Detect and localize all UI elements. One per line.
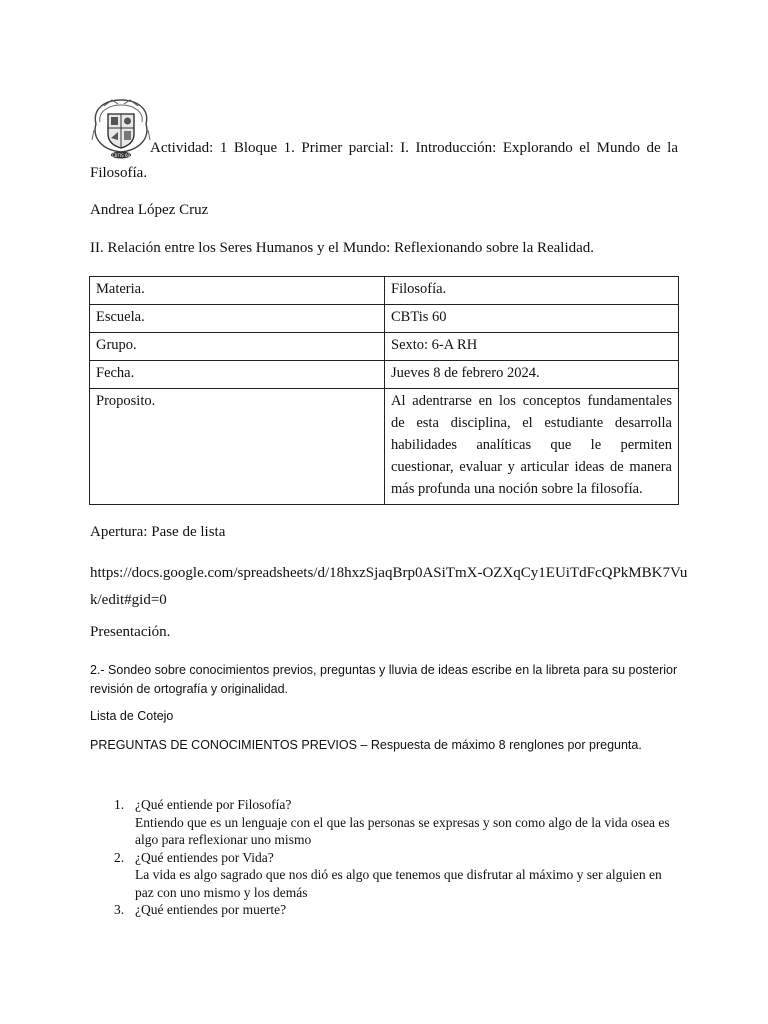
answer-text: La vida es algo sagrado que nos dió es algo que tenemos que disfrutar al máximo y ser alguien en paz con uno mismo y los demás <box>135 867 662 900</box>
attendance-link[interactable]: https://docs.google.com/spreadsheets/d/18hxzSjaqBrp0ASiTmX-OZXqCy1EUiTdFcQPkMBK7Vuk/edit#gid=0 <box>90 565 688 608</box>
table-value-cell: CBTis 60 <box>385 305 679 333</box>
purpose-cell: Al adentrarse en los conceptos fundamentales de esta disciplina, el estudiante desarrolla habilidades analíticas que le permiten cuestionar, evaluar y articular ideas de manera más profunda una noción sobre la filosofía. <box>385 389 679 505</box>
table-label-cell: Escuela. <box>90 305 385 333</box>
table-row <box>90 389 679 505</box>
list-item <box>90 901 680 919</box>
table-label-cell: Grupo. <box>90 333 385 361</box>
list-item <box>90 849 680 902</box>
question-text: ¿Qué entiendes por muerte? <box>135 902 287 917</box>
table-label-cell: Fecha. <box>90 361 385 389</box>
question-list <box>90 796 680 919</box>
info-table <box>89 276 679 505</box>
question-number: 2. <box>114 849 125 865</box>
table-row <box>90 333 679 361</box>
table-row <box>90 361 679 389</box>
question-number: 3. <box>114 902 125 917</box>
apertura-text: Apertura: Pase de lista <box>90 524 226 540</box>
table-value-cell: Jueves 8 de febrero 2024. <box>385 361 679 389</box>
sondeo-instructions: 2.- Sondeo sobre conocimientos previos, preguntas y lluvia de ideas escribe en la libreta para su posterior revisión de ortografía y originalidad. <box>90 663 678 696</box>
table-label-cell: Materia. <box>90 277 385 305</box>
presentacion-text: Presentación. <box>90 624 171 640</box>
table-value-cell: Filosofía. <box>385 277 679 305</box>
svg-text:CBTIS 60: CBTIS 60 <box>111 153 131 158</box>
list-item <box>90 796 680 849</box>
questions-heading: PREGUNTAS DE CONOCIMIENTOS PREVIOS – Respuesta de máximo 8 renglones por pregunta. <box>90 738 642 752</box>
question-text: ¿Qué entiende por Filosofía? <box>135 797 292 812</box>
question-text: ¿Qué entiendes por Vida? <box>135 849 274 865</box>
school-logo <box>90 94 152 160</box>
checklist-label: Lista de Cotejo <box>90 709 174 723</box>
question-number: 1. <box>114 797 125 812</box>
activity-title-line1: Actividad: 1 Bloque 1. Primer parcial: I. Introducción: Explorando el Mundo de la <box>150 140 678 156</box>
table-row <box>90 305 679 333</box>
student-name: Andrea López Cruz <box>90 202 209 218</box>
table-row <box>90 277 679 305</box>
table-label-cell: Proposito. <box>90 389 385 505</box>
activity-title-line2: Filosofía. <box>90 165 148 181</box>
table-value-cell: Sexto: 6-A RH <box>385 333 679 361</box>
answer-text: Entiendo que es un lenguaje con el que las personas se expresas y son como algo de la vida osea es algo para reflexionar uno mismo <box>135 814 670 847</box>
section-title: II. Relación entre los Seres Humanos y el Mundo: Reflexionando sobre la Realidad. <box>90 240 595 256</box>
